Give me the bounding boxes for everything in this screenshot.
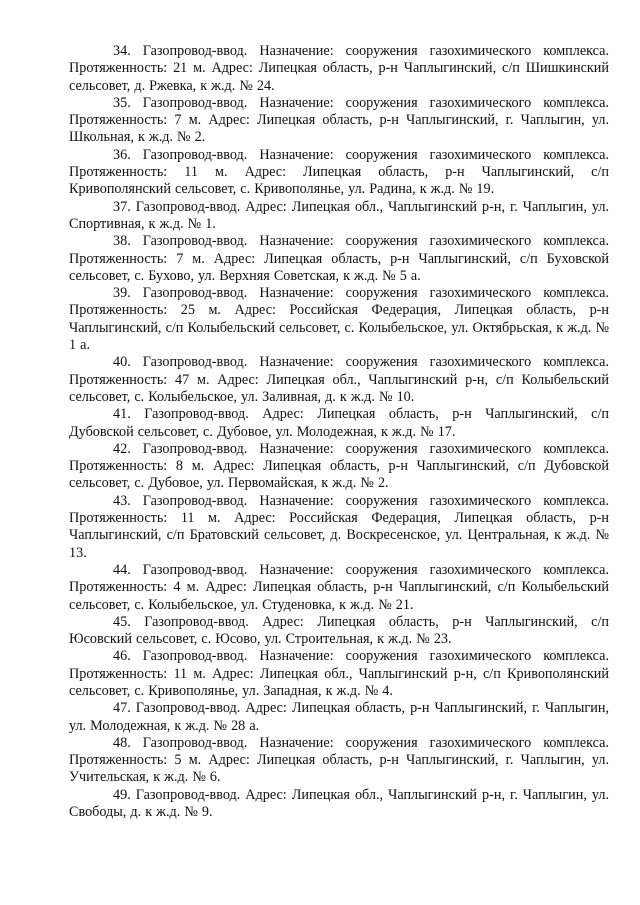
list-item: 40. Газопровод-ввод. Назначение: сооружения газохимического комплекса. Протяженность: 47 м. Адрес: Липецкая обл., Чаплыгинский р-н, с/п Колыбельский сельсовет, с. Колыбельское, ул. Заливная, д. к ж.д. № 10. bbox=[69, 354, 609, 405]
list-item: 47. Газопровод-ввод. Адрес: Липецкая область, р-н Чаплыгинский, г. Чаплыгин, ул. Молодежная, к ж.д. № 28 а. bbox=[69, 700, 609, 734]
list-item: 44. Газопровод-ввод. Назначение: сооружения газохимического комплекса. Протяженность: 4 м. Адрес: Липецкая область, р-н Чаплыгинский, с/п Колыбельский сельсовет, с. Колыбельское, ул. Студеновка, к ж.д. № 21. bbox=[69, 561, 609, 613]
list-item: 37. Газопровод-ввод. Адрес: Липецкая обл., Чаплыгинский р-н, г. Чаплыгин, ул. Спортивная, к ж.д. № 1. bbox=[69, 198, 609, 232]
list-item: 45. Газопровод-ввод. Адрес: Липецкая область, р-н Чаплыгинский, с/п Юсовский сельсовет, с. Юсово, ул. Строительная, к ж.д. № 23. bbox=[69, 613, 609, 648]
document-page bbox=[69, 43, 609, 821]
list-item: 42. Газопровод-ввод. Назначение: сооружения газохимического комплекса. Протяженность: 8 м. Адрес: Липецкая область, р-н Чаплыгинский, с/п Дубовской сельсовет, с. Дубовое, ул. Первомайская, к ж.д. № 2. bbox=[69, 440, 609, 492]
list-item: 38. Газопровод-ввод. Назначение: сооружения газохимического комплекса. Протяженность: 7 м. Адрес: Липецкая область, р-н Чаплыгинский, с/п Буховской сельсовет, с. Бухово, ул. Верхняя Советская, к ж.д. № 5 а. bbox=[69, 233, 609, 284]
list-item: 39. Газопровод-ввод. Назначение: сооружения газохимического комплекса. Протяженность: 25 м. Адрес: Российская Федерация, Липецкая область, р-н Чаплыгинский, с/п Колыбельский сельсовет, с. Колыбельское, ул. Октябрьская, к ж.д. № 1 а. bbox=[69, 285, 609, 354]
list-item: 49. Газопровод-ввод. Адрес: Липецкая обл., Чаплыгинский р-н, г. Чаплыгин, ул. Свободы, д. к ж.д. № 9. bbox=[69, 786, 609, 821]
list-item: 36. Газопровод-ввод. Назначение: сооружения газохимического комплекса. Протяженность: 11 м. Адрес: Липецкая область, р-н Чаплыгинский, с/п Кривополянский сельсовет, с. Кривополянье, ул. Радина, к ж.д. № 19. bbox=[69, 146, 609, 198]
list-item: 34. Газопровод-ввод. Назначение: сооружения газохимического комплекса. Протяженность: 21 м. Адрес: Липецкая область, р-н Чаплыгинский, с/п Шишкинский сельсовет, д. Ржевка, к ж.д. № 24. bbox=[69, 43, 609, 94]
list-item: 46. Газопровод-ввод. Назначение: сооружения газохимического комплекса. Протяженность: 11 м. Адрес: Липецкая обл., Чаплыгинский р-н, с/п Кривополянский сельсовет, с. Кривополянье, ул. Западная, к ж.д. № 4. bbox=[69, 648, 609, 699]
list-item: 41. Газопровод-ввод. Адрес: Липецкая область, р-н Чаплыгинский, с/п Дубовской сельсовет, с. Дубовое, ул. Молодежная, к ж.д. № 17. bbox=[69, 406, 609, 440]
list-item: 35. Газопровод-ввод. Назначение: сооружения газохимического комплекса. Протяженность: 7 м. Адрес: Липецкая область, р-н Чаплыгинский, г. Чаплыгин, ул. Школьная, к ж.д. № 2. bbox=[69, 94, 609, 146]
list-item: 43. Газопровод-ввод. Назначение: сооружения газохимического комплекса. Протяженность: 11 м. Адрес: Российская Федерация, Липецкая область, р-н Чаплыгинский, с/п Братовский сельсовет, д. Воскресенское, ул. Центральная, к ж.д. № 13. bbox=[69, 492, 609, 561]
list-item: 48. Газопровод-ввод. Назначение: сооружения газохимического комплекса. Протяженность: 5 м. Адрес: Липецкая область, р-н Чаплыгинский, г. Чаплыгин, ул. Учительская, к ж.д. № 6. bbox=[69, 734, 609, 786]
